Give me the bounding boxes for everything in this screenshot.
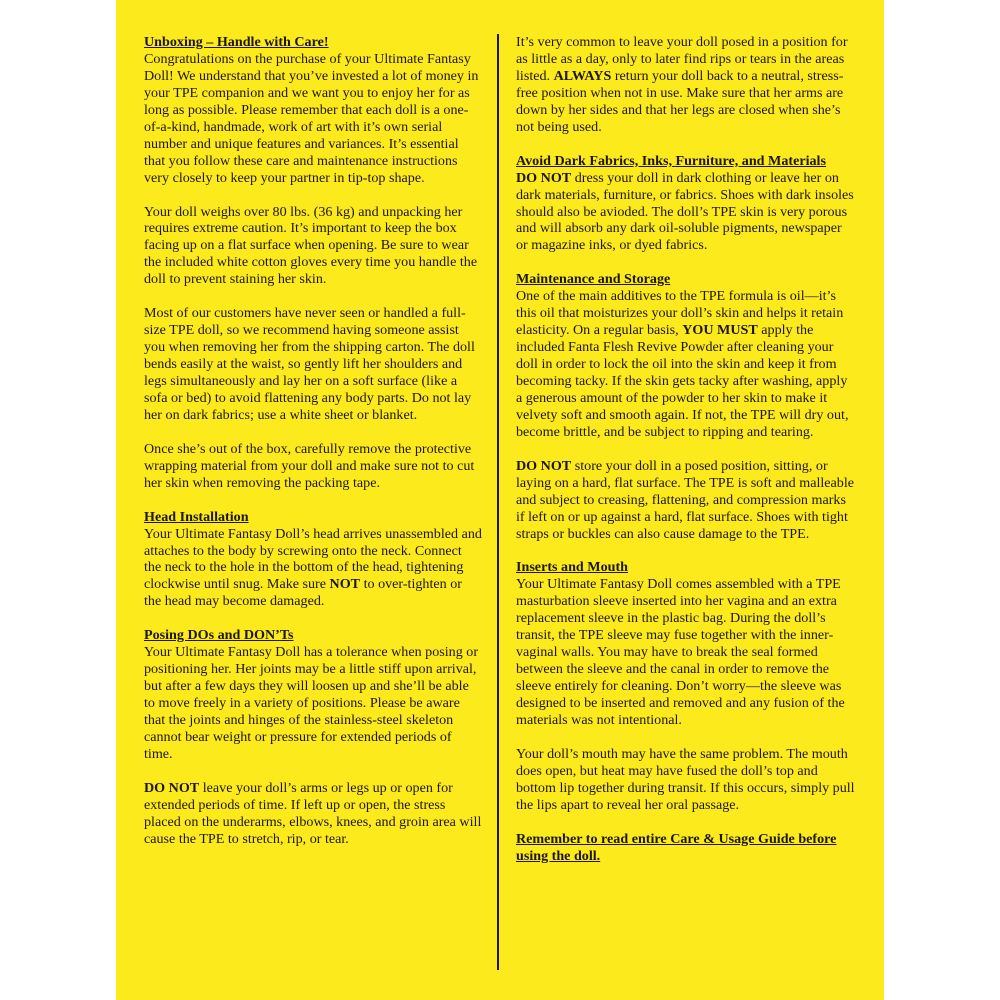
- out-of-box-paragraph-block: [144, 441, 482, 492]
- maintenance-body-end: apply the included Fanta Flesh Revive Powder after cleaning your doll in order to lock the oil into the skin and keep it from becoming tacky. If the skin gets tacky after washing, apply a generous amount of the powder to her skin to make it velvety soft and smooth again. If not, the TPE will dry out, become brittle, and be subject to ripping and tearing.: [516, 322, 849, 440]
- inserts-body: Your Ultimate Fantasy Doll comes assembled with a TPE masturbation sleeve inserted into her vagina and an extra replacement sleeve in the plastic bag. During the doll’s transit, the TPE sleeve may fuse together with the inner-vaginal walls. You may have to break the seal formed between the sleeve and the canal in order to remove the sleeve entirely for cleaning. Don’t worry—the sleeve was designed to be inserted and removed and any fusion of the materials was not intentional.: [516, 576, 845, 729]
- dark-fabrics-lead: DO NOT: [516, 169, 572, 186]
- maintenance-emphasis: YOU MUST: [682, 322, 758, 339]
- posing-body: Your Ultimate Fantasy Doll has a tolerance when posing or positioning her. Her joints may be a little stiff upon arrival, but after a few days they will loosen up and she’ll be able to move freely in a variety of positions. Please be aware that the joints and hinges of the stainless-steel skeleton cannot bear weight or pressure for extended periods of time.: [144, 644, 479, 762]
- do-not-store-block: [516, 458, 856, 543]
- do-not-store-body: store your doll in a posed position, sitting, or laying on a hard, flat surface. The TPE is soft and malleable and subject to creasing, flattening, and compression marks if left on or up against a hard, flat surface. Shoes with tight straps or buckles can also cause damage to the TPE.: [516, 457, 855, 542]
- mouth-paragraph: Your doll’s mouth may have the same problem. The mouth does open, but heat may have fused the doll’s top and bottom lip together during transit. If this occurs, simply pull the lips apart to reveal her oral passage.: [516, 745, 855, 813]
- do-not-arms-lead: DO NOT: [144, 779, 200, 796]
- posed-paragraph-end: return your doll back to a neutral, stress-free position when not in use. Make sure that her arms are down by her sides and that her legs are closed when she’s not being used.: [516, 67, 844, 135]
- posing-heading: Posing DOs and DON’Ts: [144, 627, 294, 644]
- do-not-arms-body: leave your doll’s arms or legs up or open for extended periods of time. If left up or open, the stress placed on the underarms, elbows, knees, and groin area will cause the TPE to stretch, rip, or tear.: [144, 779, 482, 847]
- mouth-paragraph-block: [516, 746, 856, 814]
- posing-section: [144, 627, 482, 763]
- care-guide-page: [116, 0, 884, 1000]
- customers-paragraph: Most of our customers have never seen or handled a full-size TPE doll, so we recommend having someone assist you when removing her from the shipping carton. The doll bends easily at the waist, so gently lift her shoulders and legs simultaneously and lay her on a soft surface (like a sofa or bed) to avoid flattening any body parts. Do not lay her on dark fabrics; use a white sheet or blanket.: [144, 305, 475, 423]
- customers-paragraph-block: [144, 305, 482, 424]
- dark-fabrics-section: [516, 153, 856, 255]
- out-of-box-paragraph: Once she’s out of the box, carefully remove the protective wrapping material from your doll and make sure not to cut her skin when removing the packing tape.: [144, 440, 475, 491]
- weight-paragraph-block: [144, 204, 482, 289]
- posed-paragraph-emphasis: ALWAYS: [553, 67, 612, 84]
- dark-fabrics-body: dress your doll in dark clothing or leave her on dark materials, furniture, or fabrics. Shoes with dark insoles should also be avioded. The doll’s TPE skin is very porous and will absorb any dark oil-soluble pigments, newspaper or magazine inks, or dyed fabrics.: [516, 169, 854, 254]
- do-not-store-lead: DO NOT: [516, 457, 572, 474]
- head-installation-heading: Head Installation: [144, 508, 249, 525]
- posed-paragraph-block: [516, 34, 856, 136]
- left-column: [144, 34, 482, 865]
- maintenance-section: [516, 271, 856, 441]
- do-not-arms-block: [144, 780, 482, 848]
- unboxing-body: Congratulations on the purchase of your Ultimate Fantasy Doll! We understand that you’ve invested a lot of money in your TPE companion and we want you to enjoy her for as long as possible. Please remember that each doll is a one-of-a-kind, handmade, work of art with it’s own serial number and unique features and variances. It’s essential that you follow these care and maintenance instructions very closely to keep your partner in tip-top shape.: [144, 50, 479, 186]
- unboxing-section: [144, 34, 482, 187]
- head-installation-body-end: to over-tighten or the head may become damaged.: [144, 576, 462, 610]
- closing-note: Remember to read entire Care & Usage Guide before using the doll.: [516, 830, 837, 864]
- head-installation-emphasis: NOT: [329, 576, 361, 593]
- inserts-section: [516, 559, 856, 729]
- weight-paragraph: Your doll weighs over 80 lbs. (36 kg) and unpacking her requires extreme caution. It’s important to keep the box facing up on a flat surface when opening. Be sure to wear the included white cotton gloves every time you handle the doll to prevent staining her skin.: [144, 203, 478, 288]
- column-divider: [497, 34, 499, 970]
- unboxing-heading: Unboxing – Handle with Care!: [144, 34, 329, 50]
- dark-fabrics-heading: Avoid Dark Fabrics, Inks, Furniture, and Materials: [516, 152, 826, 169]
- maintenance-body-start: One of the main additives to the TPE formula is oil—it’s this oil that moisturizes your doll’s skin and helps it retain elasticity. On a regular basis,: [516, 288, 844, 339]
- inserts-heading: Inserts and Mouth: [516, 559, 628, 576]
- right-column: [516, 34, 856, 865]
- maintenance-heading: Maintenance and Storage: [516, 271, 671, 288]
- head-installation-body-start: Your Ultimate Fantasy Doll’s head arrives unassembled and attaches to the body by screwing onto the neck. Connect the neck to the hole in the bottom of the head, tightening clockwise until snug. Make sure: [144, 525, 482, 593]
- head-installation-section: [144, 509, 482, 611]
- posed-paragraph-start: It’s very common to leave your doll posed in a position for as little as a day, only to later find rips or tears in the areas listed.: [516, 34, 848, 84]
